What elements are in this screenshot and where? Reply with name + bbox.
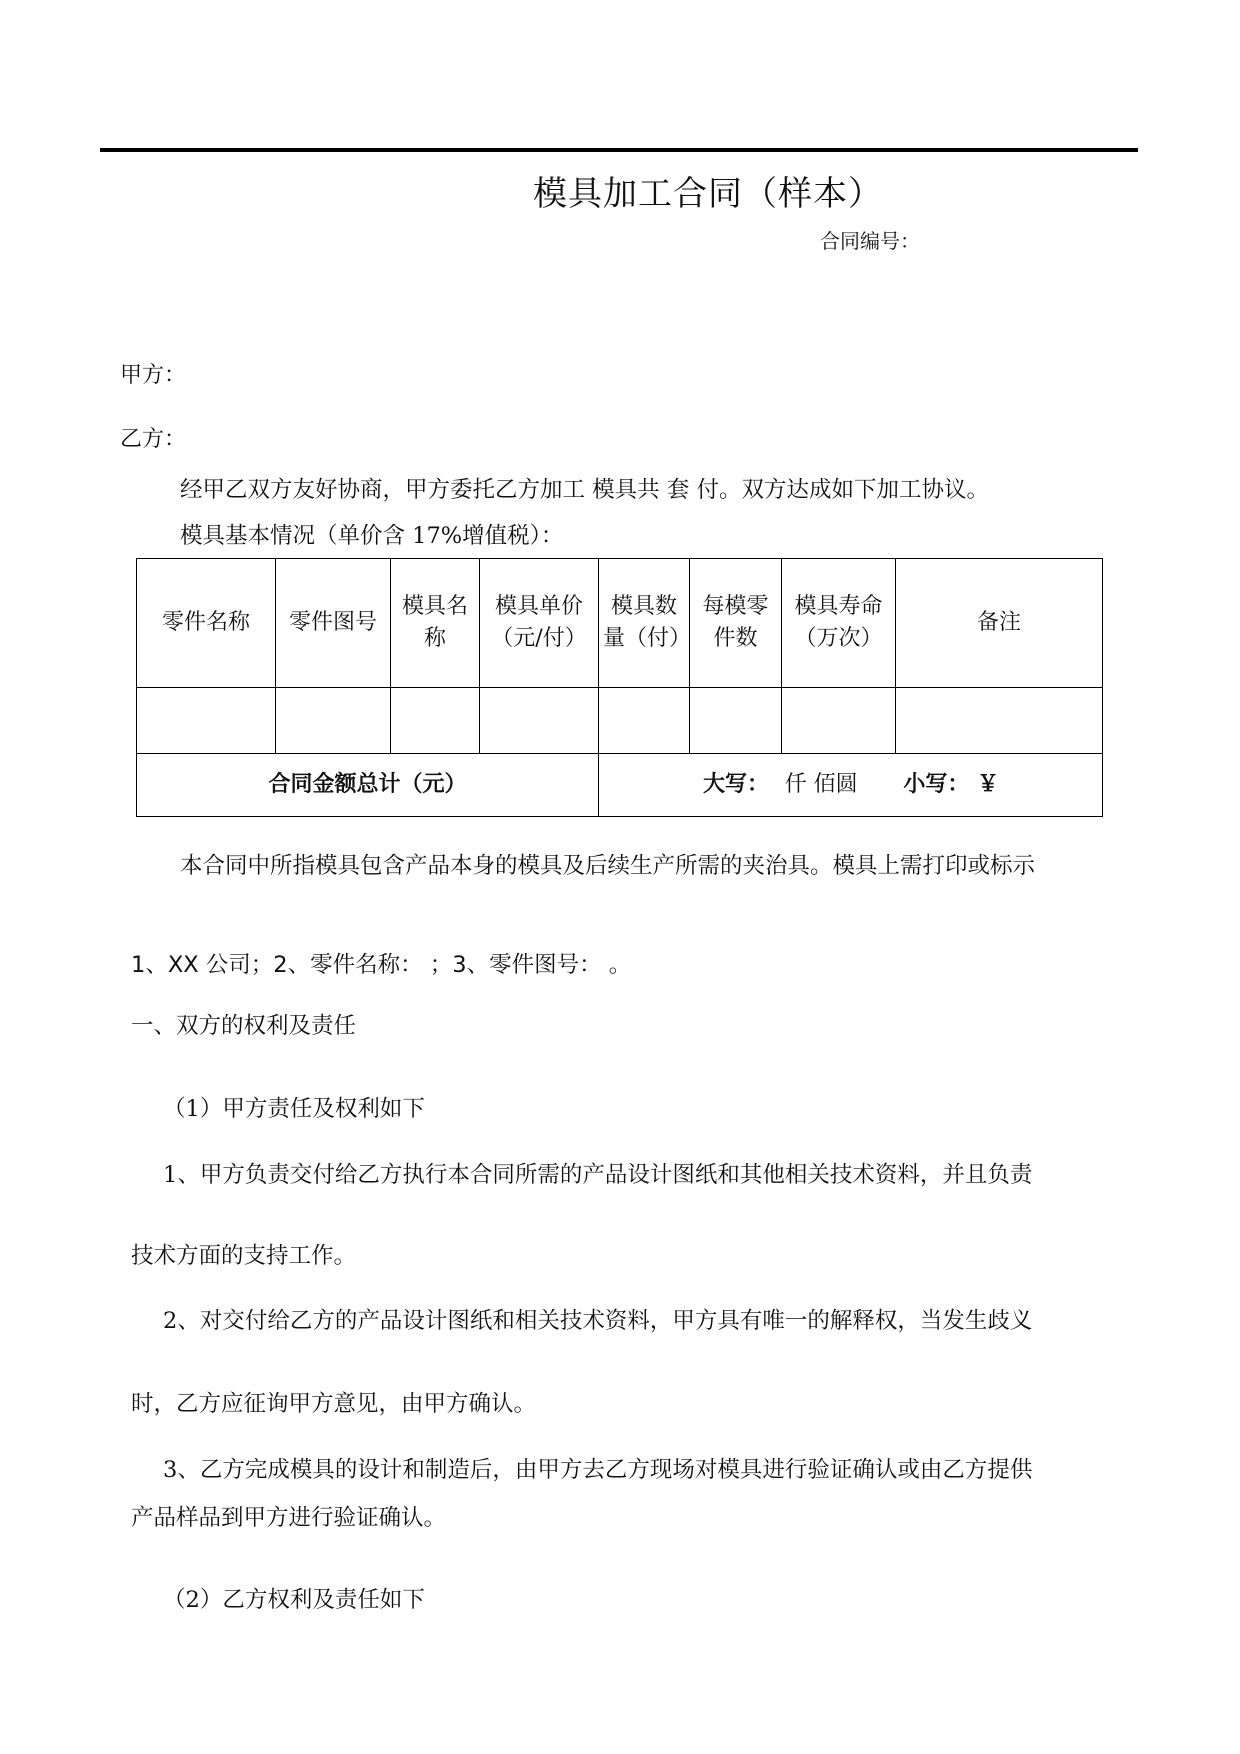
header-mold-unit-price: 模具单价（元/付）: [480, 559, 599, 688]
subsection-party-a: （1）甲方责任及权利如下: [163, 1096, 425, 1122]
lowercase-value: ￥: [977, 772, 1000, 798]
lowercase-label: 小写：: [903, 772, 970, 798]
fixture-clause: [180, 848, 1035, 880]
total-row: [137, 754, 1103, 817]
item-1-line-2: 技术方面的支持工作。: [131, 1243, 357, 1269]
subsection-party-b: （2）乙方权利及责任如下: [163, 1587, 425, 1613]
header-mold-name: 模具名称: [391, 559, 480, 688]
cell-part-drawing-no: [276, 688, 391, 754]
mold-info-table: [136, 558, 1103, 817]
cell-mold-life: [782, 688, 896, 754]
cell-parts-per-mold: [690, 688, 782, 754]
marking-requirement-text: 模具上需打印或标示: [832, 853, 1036, 879]
item-3-line-1: 3、乙方完成模具的设计和制造后，由甲方去乙方现场对模具进行验证确认或由乙方提供: [163, 1457, 1033, 1483]
item-1-line-1: 1、甲方负责交付给乙方执行本合同所需的产品设计图纸和其他相关技术资料，并且负责: [163, 1162, 1033, 1188]
section-heading-rights: 一、双方的权利及责任: [131, 1013, 357, 1039]
item-3-line-2: 产品样品到甲方进行验证确认。: [131, 1505, 447, 1531]
total-amount-cell: [599, 754, 1103, 817]
marking-items: 1、XX 公司；2、零件名称： ；3、零件图号： 。: [131, 952, 632, 978]
intro-paragraph: 经甲乙双方友好协商，甲方委托乙方加工 模具共 套 付。双方达成如下加工协议。: [180, 477, 989, 503]
cell-mold-unit-price: [480, 688, 599, 754]
contract-number-label: 合同编号：: [820, 229, 920, 253]
cell-part-name: [137, 688, 276, 754]
header-mold-quantity: 模具数量（付）: [599, 559, 690, 688]
total-amount-label: 合同金额总计（元）: [137, 754, 599, 817]
table-row: [137, 688, 1103, 754]
header-mold-life: 模具寿命（万次）: [782, 559, 896, 688]
uppercase-value: 仟 佰圆: [784, 772, 858, 798]
cell-mold-quantity: [599, 688, 690, 754]
header-parts-per-mold: 每模零件数: [690, 559, 782, 688]
party-a-label: 甲方：: [120, 363, 187, 388]
cell-remarks: [896, 688, 1103, 754]
cell-mold-name: [391, 688, 480, 754]
header-rule: [100, 148, 1138, 152]
table-header-row: [137, 559, 1103, 688]
header-part-name: 零件名称: [137, 559, 276, 688]
item-2-line-1: 2、对交付给乙方的产品设计图纸和相关技术资料，甲方具有唯一的解释权，当发生歧义: [163, 1308, 1033, 1334]
uppercase-label: 大写：: [703, 772, 770, 798]
table-caption: 模具基本情况（单价含 17%增值税）：: [180, 523, 564, 549]
party-b-label: 乙方：: [120, 427, 187, 452]
item-2-line-2: 时，乙方应征询甲方意见，由甲方确认。: [131, 1391, 537, 1417]
document-title: 模具加工合同（样本）: [533, 174, 883, 214]
header-part-drawing-no: 零件图号: [276, 559, 391, 688]
fixture-clause-text: 本合同中所指模具包含产品本身的模具及后续生产所需的夹治具。: [180, 853, 833, 879]
header-remarks: 备注: [896, 559, 1103, 688]
